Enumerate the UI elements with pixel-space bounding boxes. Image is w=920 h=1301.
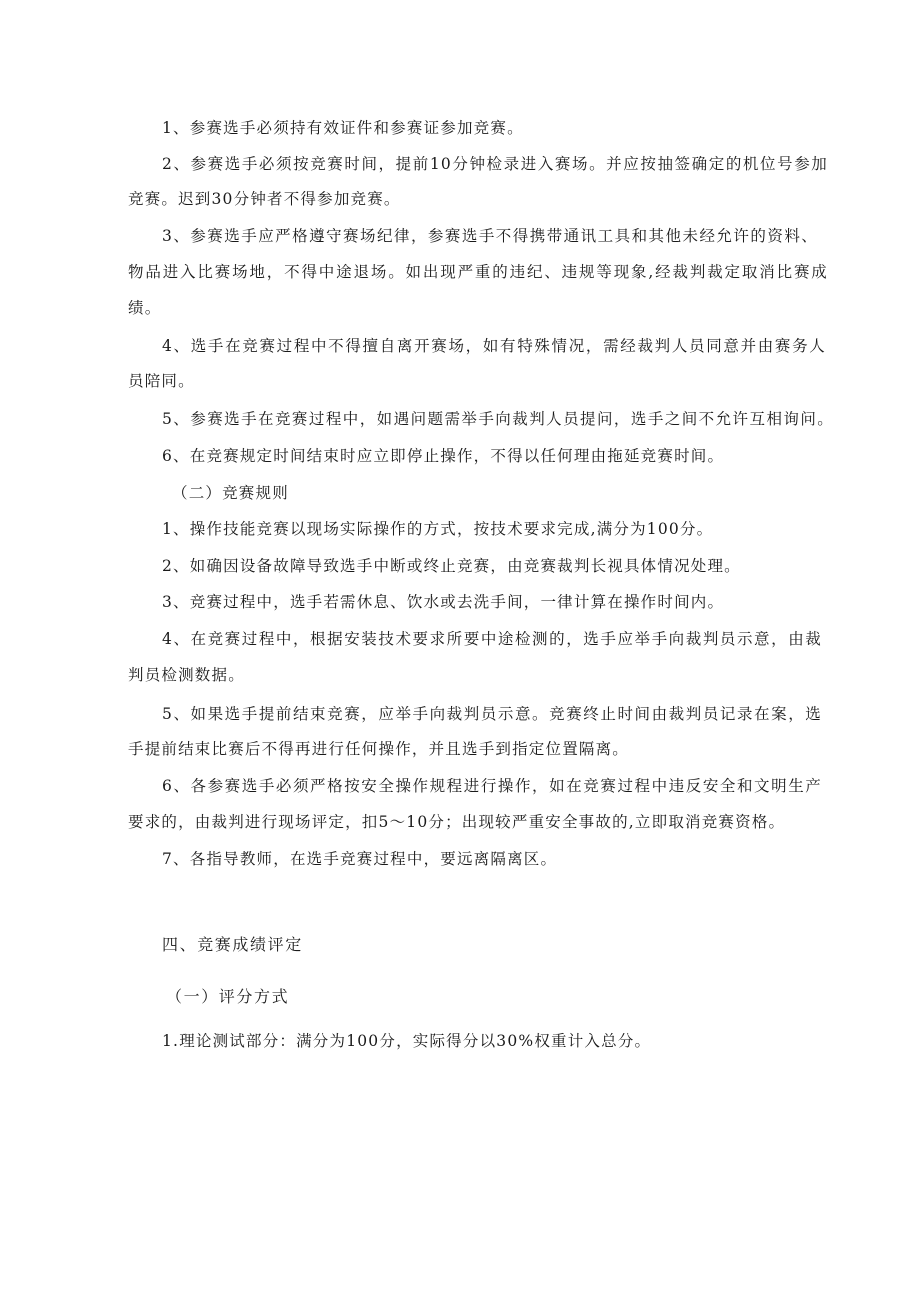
competition-rule-item-5-line-1: 5、如果选手提前结束竞赛，应举手向裁判员示意。竞赛终止时间由裁判员记录在案，选 xyxy=(162,705,822,723)
competition-rule-item-4-line-2: 判员检测数据。 xyxy=(128,666,245,684)
competition-rule-item-1: 1、操作技能竞赛以现场实际操作的方式，按技术要求完成,满分为100分。 xyxy=(162,520,714,538)
scoring-item-1: 1.理论测试部分：满分为100分，实际得分以30%权重计入总分。 xyxy=(162,1032,652,1050)
competition-rule-item-4-line-1: 4、在竞赛过程中，根据安装技术要求所要中途检测的，选手应举手向裁判员示意，由裁 xyxy=(162,630,822,648)
competition-rule-item-5-line-2: 手提前结束比赛后不得再进行任何操作，并且选手到指定位置隔离。 xyxy=(128,740,630,758)
rule-participant-item-2-line-2: 竞赛。迟到30分钟者不得参加竞赛。 xyxy=(128,190,401,208)
rule-participant-item-5: 5、参赛选手在竞赛过程中，如遇问题需举手向裁判人员提问，选手之间不允许互相询问。 xyxy=(162,410,834,428)
rule-participant-item-3-line-2: 物品进入比赛场地，不得中途退场。如出现严重的违纪、违规等现象,经裁判裁定取消比赛成 xyxy=(128,263,828,281)
competition-rule-item-7: 7、各指导教师，在选手竞赛过程中，要远离隔离区。 xyxy=(162,850,558,868)
rule-participant-item-3-line-3: 绩。 xyxy=(128,299,162,317)
rule-participant-item-1: 1、参赛选手必须持有效证件和参赛证参加竞赛。 xyxy=(162,119,524,137)
competition-rules-heading: （二）竞赛规则 xyxy=(172,484,289,502)
scoring-method-heading: （一）评分方式 xyxy=(166,987,290,1006)
competition-rule-item-6-line-1: 6、各参赛选手必须严格按安全操作规程进行操作，如在竞赛过程中违反安全和文明生产 xyxy=(162,777,822,795)
competition-rule-item-2: 2、如确因设备故障导致选手中断或终止竞赛，由竞赛裁判长视具体情况处理。 xyxy=(162,557,741,575)
rule-participant-item-4-line-2: 员陪同。 xyxy=(128,372,195,390)
rule-participant-item-3-line-1: 3、参赛选手应严格遵守赛场纪律，参赛选手不得携带通讯工具和其他未经允许的资料、 xyxy=(162,227,818,245)
competition-rule-item-6-line-2: 要求的，由裁判进行现场评定，扣5～10分；出现较严重安全事故的,立即取消竞赛资格。 xyxy=(128,813,786,831)
rule-participant-item-4-line-1: 4、选手在竞赛过程中不得擅自离开赛场，如有特殊情况，需经裁判人员同意并由赛务人 xyxy=(162,337,826,355)
rule-participant-item-2-line-1: 2、参赛选手必须按竞赛时间，提前10分钟检录进入赛场。并应按抽签确定的机位号参加 xyxy=(162,155,828,173)
competition-rule-item-3: 3、竞赛过程中，选手若需休息、饮水或去洗手间，一律计算在操作时间内。 xyxy=(162,593,725,611)
rule-participant-item-6: 6、在竞赛规定时间结束时应立即停止操作，不得以任何理由拖延竞赛时间。 xyxy=(162,447,725,465)
section-4-heading: 四、竞赛成绩评定 xyxy=(162,935,303,954)
